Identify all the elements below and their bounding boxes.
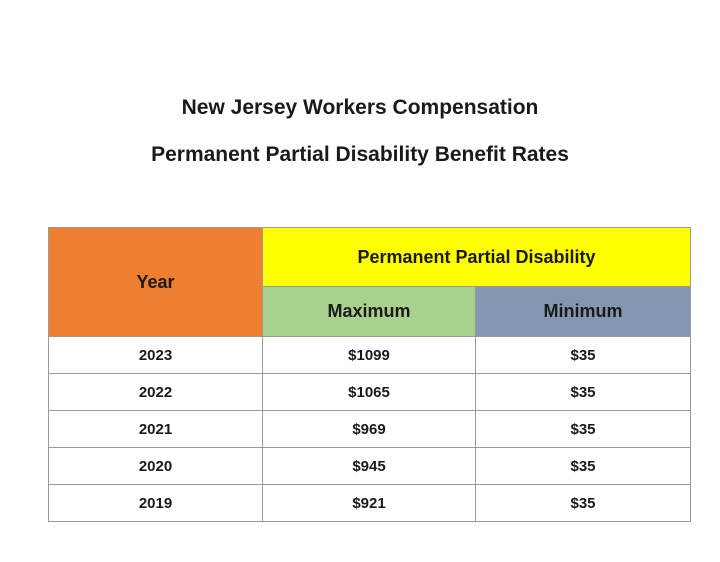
maximum-cell: $921	[263, 485, 476, 522]
table-row	[49, 411, 691, 448]
minimum-cell: $35	[476, 448, 691, 485]
minimum-header: Minimum	[476, 287, 691, 337]
table-header-row	[49, 228, 691, 287]
table-row	[49, 448, 691, 485]
year-cell: 2019	[49, 485, 263, 522]
benefit-rates-table	[48, 227, 691, 522]
maximum-cell: $945	[263, 448, 476, 485]
year-cell: 2022	[49, 374, 263, 411]
minimum-cell: $35	[476, 374, 691, 411]
document-subtitle: Permanent Partial Disability Benefit Rates	[151, 143, 569, 166]
year-cell: 2020	[49, 448, 263, 485]
minimum-cell: $35	[476, 337, 691, 374]
minimum-cell: $35	[476, 485, 691, 522]
year-cell: 2021	[49, 411, 263, 448]
maximum-header: Maximum	[263, 287, 476, 337]
maximum-cell: $969	[263, 411, 476, 448]
table-row	[49, 485, 691, 522]
table-row	[49, 374, 691, 411]
table-row	[49, 337, 691, 374]
minimum-cell: $35	[476, 411, 691, 448]
maximum-cell: $1065	[263, 374, 476, 411]
year-header: Year	[49, 228, 263, 337]
year-cell: 2023	[49, 337, 263, 374]
document-title: New Jersey Workers Compensation	[181, 96, 539, 119]
permanent-partial-disability-header: Permanent Partial Disability	[263, 228, 691, 287]
maximum-cell: $1099	[263, 337, 476, 374]
